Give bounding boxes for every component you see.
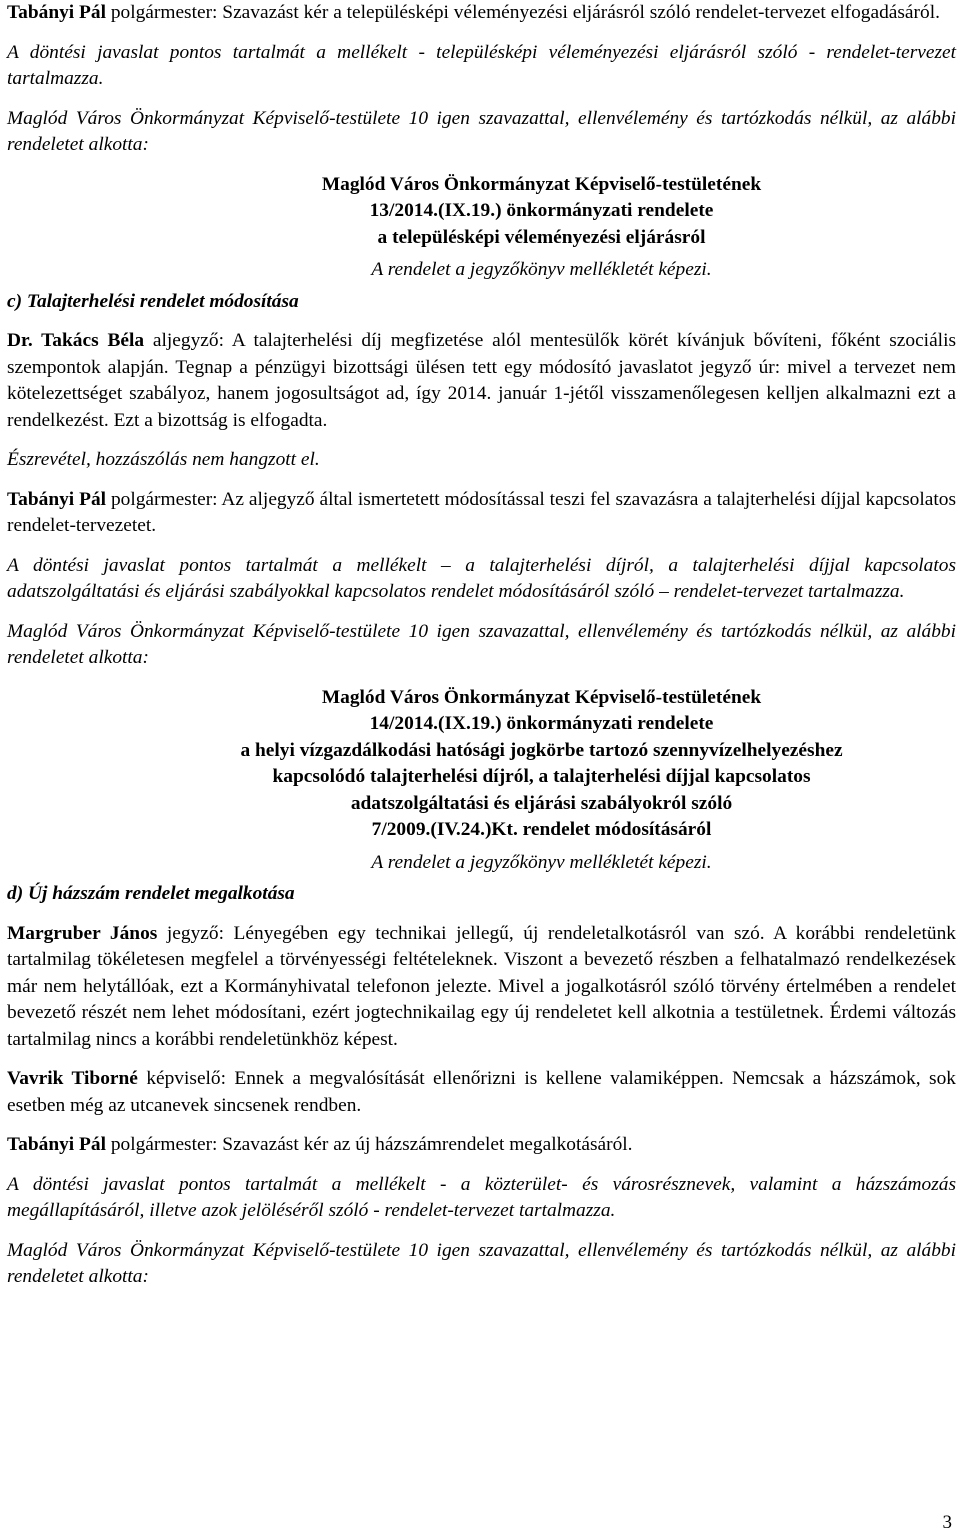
speaker-name: Vavrik Tiborné <box>7 1068 138 1089</box>
paragraph-notary <box>7 921 956 1054</box>
speech-text: képviselő: Ennek a megvalósítását ellenőrizni is kellene valamiképpen. Nemcsak a házszámok, sok esetben még az utcanevek sincsenek rendben. <box>7 1068 956 1116</box>
paragraph-proposal-content: A döntési javaslat pontos tartalmát a mellékelt – a talajterhelési díjról, a talajterhelési díjjal kapcsolatos adatszolgáltatási és eljárási szabályokkal kapcsolatos rendelet módosításáról szóló – rendelet-tervezet tartalmazza. <box>7 554 956 602</box>
decree-line: Maglód Város Önkormányzat Képviselő-testületének <box>321 173 762 195</box>
speaker-name: Dr. Takács Béla <box>7 330 145 351</box>
paragraph-no-comments: Észrevétel, hozzászólás nem hangzott el. <box>7 449 320 470</box>
decree-line: adatszolgáltatási és eljárási szabályokról szóló <box>350 792 733 814</box>
decree-title-14 <box>7 685 956 877</box>
paragraph-vote-result: Maglód Város Önkormányzat Képviselő-testülete 10 igen szavazattal, ellenvélemény és tartózkodás nélkül, az alábbi rendeletet alkotta: <box>7 1239 956 1287</box>
paragraph-mayor-motion <box>7 487 956 540</box>
speech-text: polgármester: Az aljegyző által ismertetett módosítással teszi fel szavazásra a talajterhelési díjjal kapcsolatos rendelet-tervezetet. <box>7 488 956 536</box>
paragraph-proposal-content: A döntési javaslat pontos tartalmát a mellékelt - településképi véleményezési eljárásról szóló - rendelet-tervezet tartalmazza. <box>7 41 956 89</box>
speaker-name: Tabányi Pál <box>7 1134 106 1155</box>
paragraph-deputy-notary <box>7 328 956 434</box>
page-number: 3 <box>942 1512 952 1533</box>
paragraph-proposal-content: A döntési javaslat pontos tartalmát a mellékelt - a közterület- és városrésznevek, valamint a házszámozás megállapításáról, illetve azok jelöléséről szóló - rendelet-tervezet tartalmazza. <box>7 1173 956 1221</box>
decree-annex-note: A rendelet a jegyzőkönyv mellékletét képezi. <box>371 259 712 280</box>
speech-text: aljegyző: A talajterhelési díj megfizetése alól mentesülők körét kívánjuk bővíteni, főként szociális szempontok alapján. Tegnap a pénzügyi bizottsági ülésen tett egy módosító javaslatot jegyző úr: mivel a tervezet nem kötelezettséget szabályoz, hanem jogosultságot ad, így 2014. január 1-jétől visszamenőlegesen kelljen alkalmazni ezt a rendelkezést. Ezt a bizottság is elfogadta. <box>7 330 956 431</box>
paragraph-vote-result: Maglód Város Önkormányzat Képviselő-testülete 10 igen szavazattal, ellenvélemény és tartózkodás nélkül, az alábbi rendeletet alkotta: <box>7 620 956 668</box>
section-heading-d: d) Új házszám rendelet megalkotása <box>7 883 295 904</box>
decree-line: 7/2009.(IV.24.)Kt. rendelet módosításáról <box>371 819 712 840</box>
decree-line: a településképi véleményezési eljárásról <box>377 226 706 248</box>
paragraph-vote-result: Maglód Város Önkormányzat Képviselő-testülete 10 igen szavazattal, ellenvélemény és tartózkodás nélkül, az alábbi rendeletet alkotta: <box>7 107 956 155</box>
paragraph-mayor-vote-request <box>7 1132 956 1159</box>
speaker-name: Tabányi Pál <box>7 2 106 23</box>
decree-title-13 <box>7 172 956 284</box>
decree-line: kapcsolódó talajterhelési díjról, a talajterhelési díjjal kapcsolatos <box>272 766 811 787</box>
decree-line: 14/2014.(IX.19.) önkormányzati rendelete <box>369 713 714 734</box>
decree-line: Maglód Város Önkormányzat Képviselő-testületének <box>321 686 762 708</box>
decree-annex-note: A rendelet a jegyzőkönyv mellékletét képezi. <box>371 851 712 873</box>
paragraph-representative <box>7 1066 956 1119</box>
decree-line: 13/2014.(IX.19.) önkormányzati rendelete <box>369 200 714 221</box>
section-heading-c: c) Talajterhelési rendelet módosítása <box>7 290 299 312</box>
speaker-name: Tabányi Pál <box>7 488 107 510</box>
speaker-name: Margruber János <box>7 922 158 944</box>
speech-text: jegyző: Lényegében egy technikai jellegű, új rendeletalkotásról van szó. A korábbi rendeletünk tartalmilag tökéletesen megfelel a törvényességi feltételeknek. Viszont a bevezető részben a felhatalmazó rendelkezések már nem helytállóak, ezt a Kormányhivatal telefonon jelezte. Mivel a jogalkotásról szóló törvény értelmében a rendelet bevezető részét nem lehet módosítani, ezért jogtechnikailag egy új rendeletet kell alkotnia a testületnek. Érdemi változás tartalmilag nincs a korábbi rendeletünkhöz képest. <box>7 922 956 1050</box>
paragraph-mayor-vote-request <box>7 0 956 27</box>
speech-text: polgármester: Szavazást kér az új házszámrendelet megalkotásáról. <box>105 1134 633 1155</box>
speech-text: polgármester: Szavazást kér a településképi véleményezési eljárásról szóló rendelet-tervezet elfogadásáról. <box>105 2 940 23</box>
decree-line: a helyi vízgazdálkodási hatósági jogkörbe tartozó szennyvízelhelyezéshez <box>240 739 843 761</box>
document-page <box>7 0 956 1291</box>
